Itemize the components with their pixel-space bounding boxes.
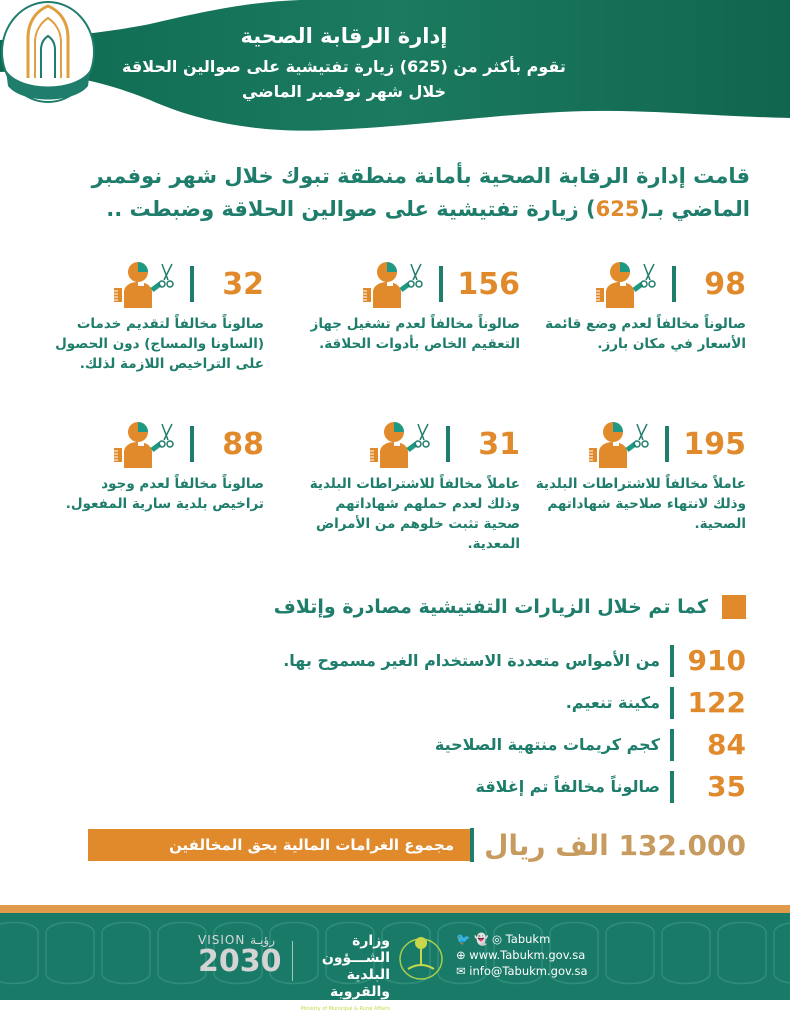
tabuk-municipality-logo (0, 0, 96, 104)
seizure-value: 122 (687, 686, 746, 719)
stat-divider (446, 426, 450, 462)
vision-2030-logo (198, 933, 282, 977)
stat-divider (439, 266, 443, 302)
website-link[interactable]: www.Tabukm.gov.sa (469, 948, 586, 962)
intro-line2-post: ) زيارة تفتيشية على صوالين الحلاقة وضبطت .. (106, 197, 596, 221)
fines-label: مجموع الغرامات المالية بحق المخالفين (88, 829, 470, 861)
twitter-icon[interactable]: 🐦 (456, 932, 471, 946)
arch-shape (718, 923, 766, 984)
stat-head (531, 418, 746, 470)
stat-divider (672, 266, 676, 302)
footer-stripe (0, 905, 790, 913)
intro-paragraph (50, 160, 750, 226)
intro-line2 (50, 193, 750, 226)
stat-description: صالوناً مخالفاً لعدم تشغيل جهاز التعقيم الخاص بأدوات الحلاقة. (310, 316, 520, 352)
stat-description: صالوناً مخالفاً لعدم وجود تراخيص بلدية سارية المفعول. (65, 476, 264, 512)
stat-description: صالوناً مخالفاً لعدم وضع قائمة الأسعار في مكان بارز. (545, 316, 746, 352)
stat-card (531, 258, 746, 354)
stat-card (49, 258, 264, 374)
footer-arch-pattern (0, 913, 790, 1000)
seizure-divider (670, 729, 674, 761)
fines-total (88, 828, 746, 862)
stat-divider (665, 426, 669, 462)
seizures-title: كما تم خلال الزيارات التفتيشية مصادرة وإتلاف (273, 596, 708, 618)
fines-value: 132.000 الف ريال (484, 828, 746, 862)
stat-card (49, 418, 264, 514)
stat-value: 195 (683, 426, 746, 462)
barber-icon (592, 258, 658, 310)
stat-description: صالوناً مخالفاً لتقديم خدمات (الساونا والمساج) دون الحصول على التراخيص اللازمة لذلك. (55, 316, 264, 372)
fines-divider (470, 828, 474, 862)
stat-divider (190, 426, 194, 462)
ministry-name-line1: وزارة الشـــؤون (321, 933, 390, 966)
barber-icon (585, 418, 651, 470)
ministry-name-line2: البلدية والقروية (330, 967, 390, 1000)
instagram-icon[interactable]: ◎ (491, 932, 503, 946)
seizure-value: 84 (707, 728, 746, 761)
stat-divider (190, 266, 194, 302)
social-row (456, 931, 588, 947)
barber-icon (110, 258, 176, 310)
snapchat-icon[interactable]: 👻 (473, 932, 489, 946)
palm-swords-emblem (398, 931, 444, 981)
arch-shape (0, 923, 38, 984)
stat-value: 31 (478, 426, 520, 462)
stat-head (49, 258, 264, 310)
seizure-item (435, 728, 746, 761)
intro-line1: قامت إدارة الرقابة الصحية بأمانة منطقة تبوك خلال شهر نوفمبر (91, 164, 750, 188)
globe-icon: ⊕ (456, 948, 466, 962)
stat-head (305, 418, 520, 470)
stat-value: 156 (457, 266, 520, 302)
arch-shape (102, 923, 150, 984)
stat-card (531, 418, 746, 534)
mail-icon: ✉ (456, 964, 466, 978)
barber-icon (366, 418, 432, 470)
website-row (456, 947, 588, 963)
header-banner (0, 0, 790, 150)
ministry-logo (300, 933, 390, 1018)
arch-shape (46, 923, 94, 984)
seizure-item (475, 770, 746, 803)
stat-description: عاملاً مخالفاً للاشتراطات البلدية وذلك لانتهاء صلاحية شهاداتهم الصحية. (535, 476, 746, 532)
page-title: إدارة الرقابة الصحية (240, 24, 448, 48)
ministry-name-en: Ministry of Municipal & Rural Affairs (300, 1006, 390, 1012)
barber-icon (359, 258, 425, 310)
seizure-item (566, 686, 746, 719)
intro-highlight-count: 625 (595, 197, 640, 221)
seizures-heading (274, 595, 746, 619)
stat-head (49, 418, 264, 470)
arch-shape (606, 923, 654, 984)
email-link[interactable]: info@Tabukm.gov.sa (469, 964, 588, 978)
email-row (456, 963, 588, 979)
stat-head (531, 258, 746, 310)
seizure-divider (670, 645, 674, 677)
social-handle[interactable]: Tabukm (505, 932, 551, 946)
stat-value: 32 (222, 266, 264, 302)
stat-value: 98 (704, 266, 746, 302)
seizure-description: صالوناً مخالفاً تم إغلاقة (475, 777, 660, 796)
stat-card (305, 258, 520, 354)
vision-label: VISION رؤيـة (198, 933, 276, 947)
footer-contact (456, 931, 588, 979)
barber-icon (110, 418, 176, 470)
page-subtitle-line1: تقوم بأكثر من (625) زيارة تفتيشية على صوالين الحلاقة (122, 57, 566, 76)
seizure-value: 35 (707, 770, 746, 803)
header-title-block (84, 24, 604, 104)
footer-body (0, 913, 790, 1012)
stat-description: عاملاً مخالفاً للاشتراطات البلدية وذلك لعدم حملهم شهاداتهم صحية تثبت خلوهم من الأمراض المعدية. (309, 476, 520, 552)
page-subtitle-line2: خلال شهر نوفمبر الماضي (241, 82, 447, 101)
arch-shape (774, 923, 790, 984)
footer-divider (292, 941, 293, 981)
arch-shape (662, 923, 710, 984)
seizure-description: كجم كريمات منتهية الصلاحية (434, 735, 660, 754)
seizure-divider (670, 771, 674, 803)
stat-card (305, 418, 520, 554)
stat-head (305, 258, 520, 310)
seizure-value: 910 (687, 644, 746, 677)
seizure-divider (670, 687, 674, 719)
vision-year: 2030 (198, 944, 282, 979)
seizure-description: من الأمواس متعددة الاستخدام الغير مسموح بها. (283, 651, 660, 670)
seizure-item (283, 644, 746, 677)
orange-square-icon (722, 595, 746, 619)
intro-line2-pre: الماضي بـ( (639, 197, 750, 221)
footer (0, 905, 790, 1012)
seizure-description: مكينة تنعيم. (565, 693, 660, 712)
stat-value: 88 (222, 426, 264, 462)
